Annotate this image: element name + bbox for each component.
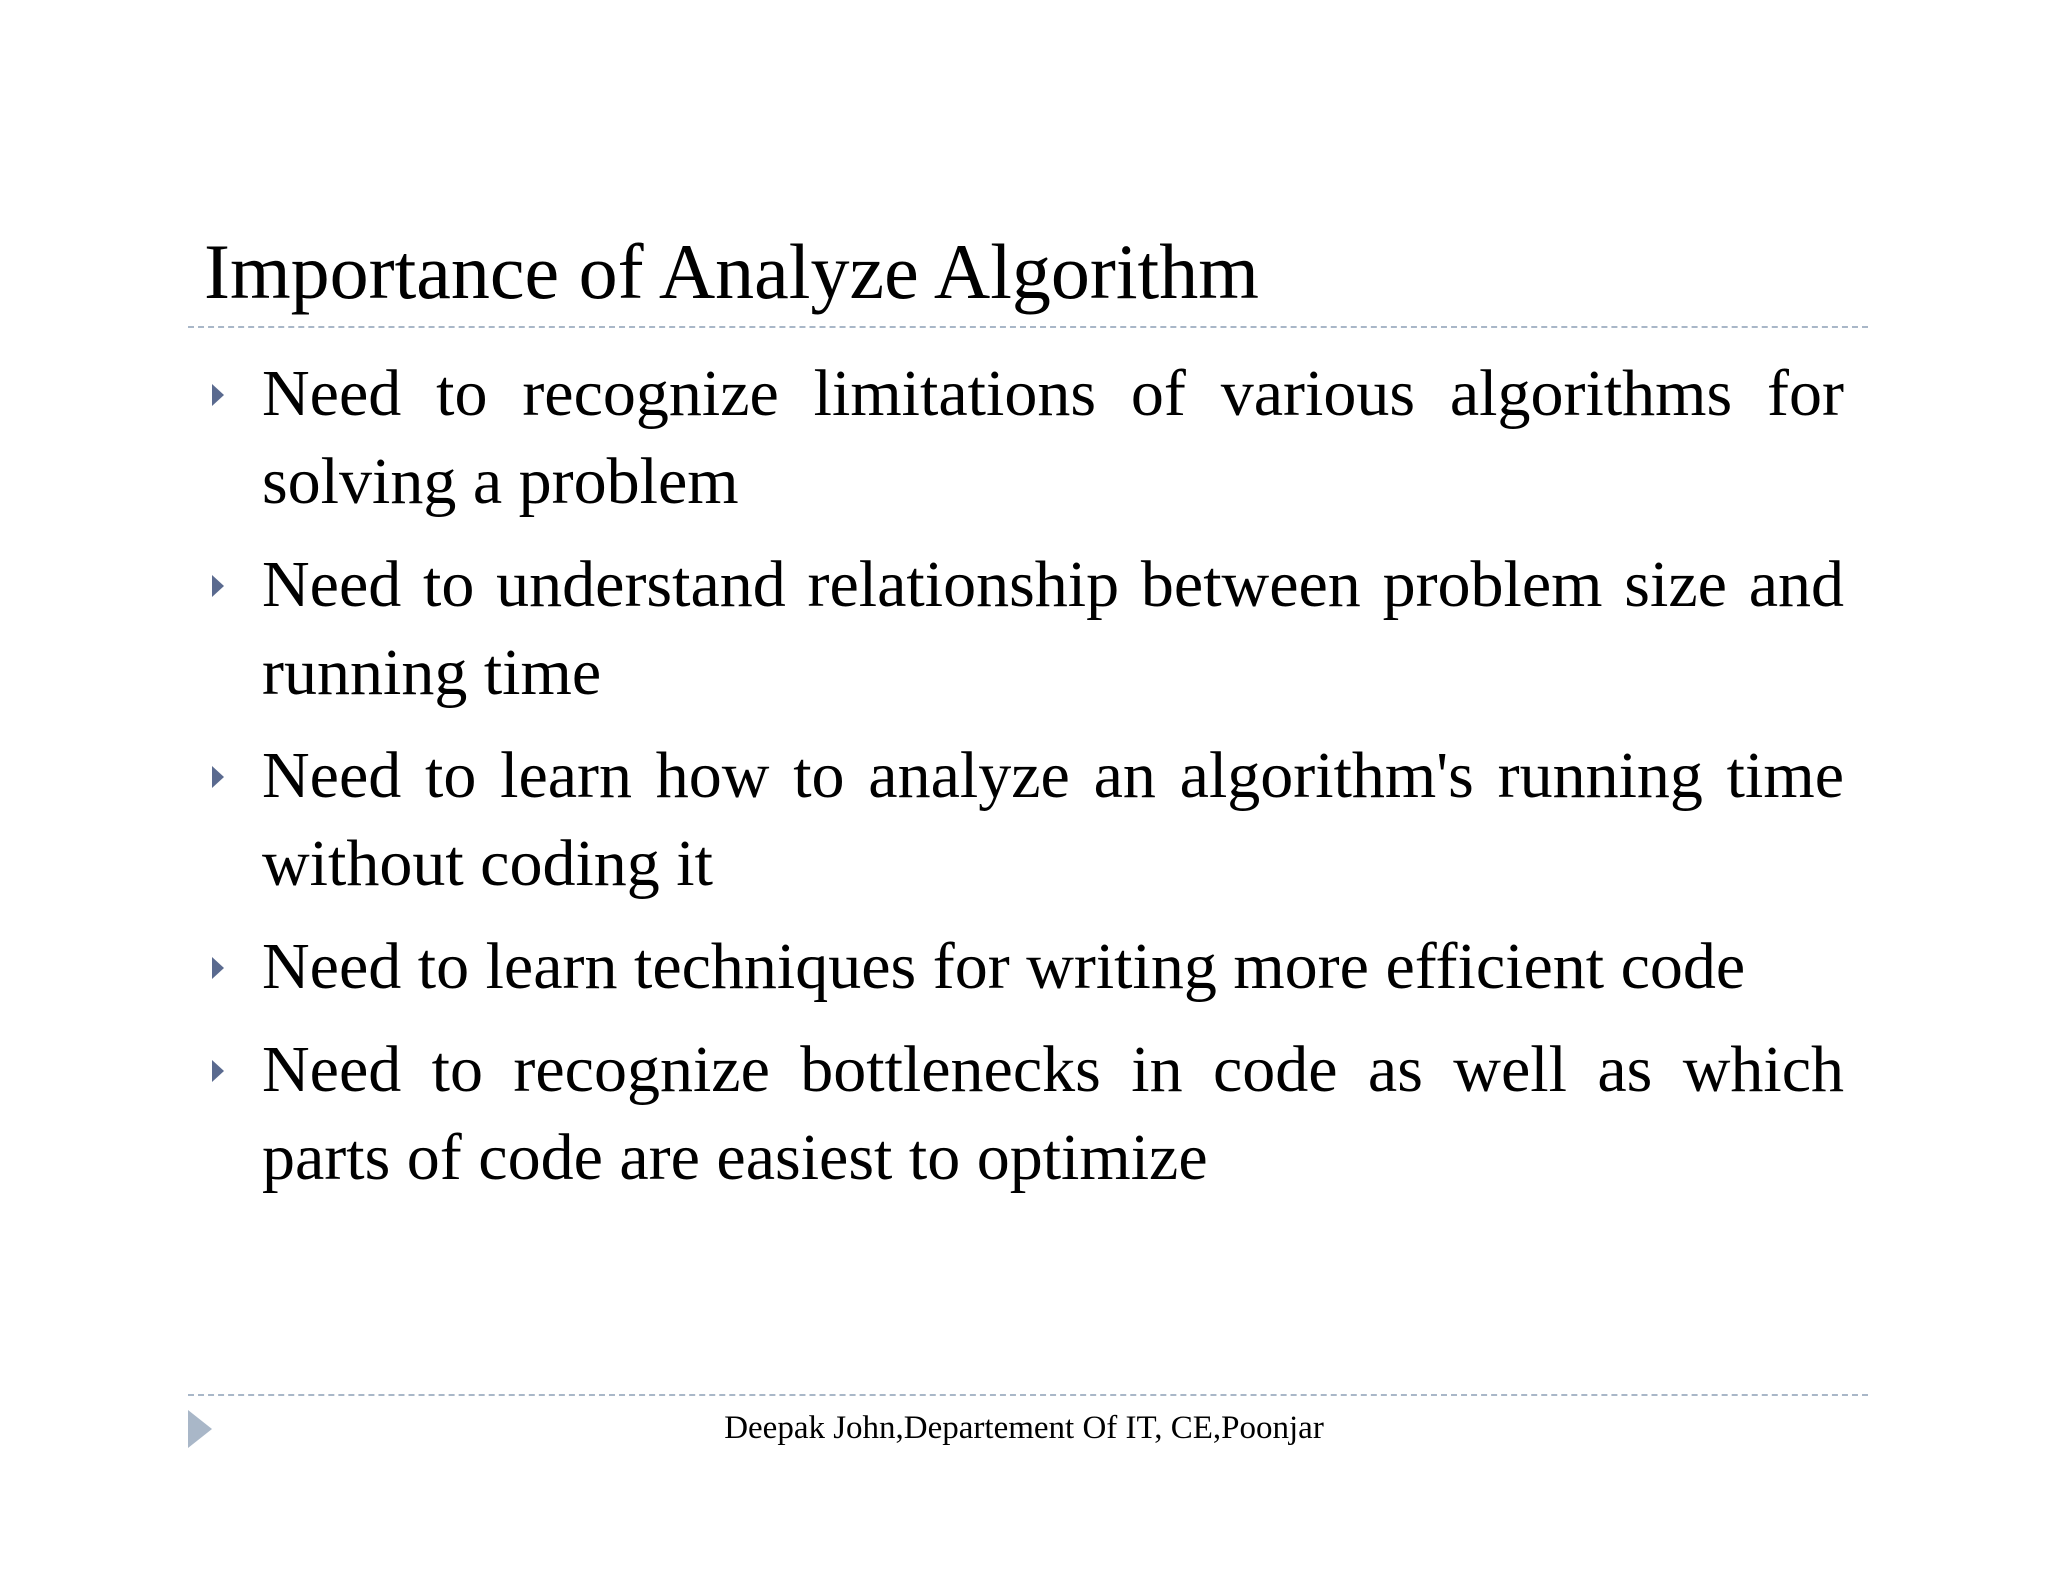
bullet-item <box>204 923 1844 1011</box>
slide-title: Importance of Analyze Algorithm <box>204 228 1259 315</box>
triangle-right-icon <box>204 541 262 629</box>
bullet-text: Need to recognize limitations of various algorithms for solving a problem <box>262 357 1844 518</box>
triangle-right-icon <box>204 732 262 820</box>
bullet-list <box>204 350 1844 1217</box>
footer-divider <box>188 1394 1868 1396</box>
bullet-text: Need to understand relationship between problem size and running time <box>262 548 1844 709</box>
bullet-item <box>204 350 1844 526</box>
slide-footer: Deepak John,Departement Of IT, CE,Poonjar <box>724 1410 1324 1446</box>
bullet-text: Need to learn how to analyze an algorithm's running time without coding it <box>262 739 1844 900</box>
bullet-item <box>204 541 1844 717</box>
title-divider <box>188 326 1868 328</box>
triangle-right-icon <box>204 1026 262 1114</box>
bullet-item <box>204 1026 1844 1202</box>
triangle-right-icon <box>204 350 262 438</box>
bullet-text: Need to learn techniques for writing more efficient code <box>262 930 1746 1003</box>
triangle-right-icon <box>204 923 262 1011</box>
bullet-item <box>204 732 1844 908</box>
bullet-text: Need to recognize bottlenecks in code as well as which parts of code are easiest to optimize <box>262 1033 1844 1194</box>
